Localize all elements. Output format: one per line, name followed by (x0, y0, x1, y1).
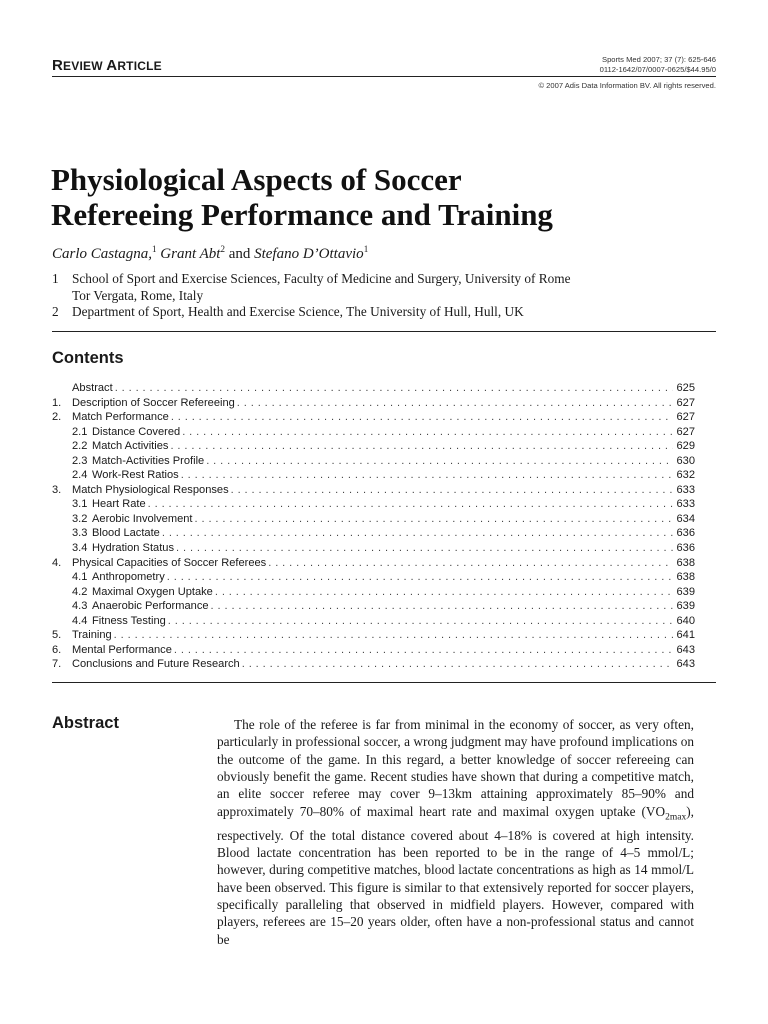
toc-entry[interactable] (52, 454, 695, 469)
affiliation-number: 2 (52, 304, 59, 319)
toc-entry[interactable] (52, 585, 695, 600)
toc-leader (193, 512, 674, 527)
toc-label: Description of Soccer Refereeing (72, 396, 235, 409)
toc-page: 639 (676, 600, 695, 613)
journal-citation-line1: Sports Med 2007; 37 (7): 625-646 (602, 55, 716, 64)
vo2max-symbol (645, 803, 687, 823)
abstract-heading: Abstract (52, 714, 119, 732)
table-of-contents (52, 381, 695, 672)
journal-citation-line2: 0112-1642/07/0007-0625/$44.95/0 (599, 65, 716, 74)
toc-entry[interactable] (52, 425, 695, 440)
toc-leader (180, 425, 673, 440)
toc-entry[interactable] (52, 410, 695, 425)
toc-leader (229, 483, 674, 498)
toc-entry[interactable] (52, 657, 695, 672)
toc-page: 633 (676, 483, 695, 496)
toc-number: 1. (52, 396, 62, 409)
vo2-text: VO (645, 803, 666, 819)
toc-label: Heart Rate (92, 498, 146, 511)
toc-label: Aerobic Involvement (92, 512, 193, 525)
section-label (52, 57, 162, 74)
toc-label: Mental Performance (72, 643, 172, 656)
toc-number: 3.4 (72, 542, 88, 555)
toc-leader (165, 570, 674, 585)
abstract-text (217, 716, 694, 948)
affiliation-number: 1 (52, 271, 59, 286)
toc-label: Conclusions and Future Research (72, 658, 240, 671)
toc-page: 627 (676, 396, 695, 409)
toc-leader (235, 396, 674, 411)
toc-entry[interactable] (52, 468, 695, 483)
author-name: Stefano D’Ottavio (254, 246, 364, 262)
toc-label: Fitness Testing (92, 614, 166, 627)
section-label-rticle: RTICLE (117, 59, 162, 73)
toc-leader (146, 497, 674, 512)
toc-entry[interactable] (52, 643, 695, 658)
article-title-line1: Physiological Aspects of Soccer (51, 162, 462, 197)
toc-page: 632 (676, 469, 695, 482)
toc-leader (160, 526, 674, 541)
toc-page: 640 (676, 614, 695, 627)
toc-entry-abstract[interactable] (52, 381, 695, 396)
affiliation-item (52, 304, 732, 321)
toc-leader (166, 614, 674, 629)
toc-number (52, 381, 72, 396)
toc-number: 2.2 (72, 440, 88, 453)
affiliation-text: School of Sport and Exercise Sciences, Faculty of Medicine and Surgery, University of Rome (72, 271, 571, 286)
affiliation-marker: 2 (220, 244, 225, 254)
toc-number: 2.4 (72, 469, 88, 482)
toc-entry[interactable] (52, 526, 695, 541)
vo2-subscript: 2max (665, 812, 687, 823)
toc-entry[interactable] (52, 614, 695, 629)
toc-label: Anthropometry (92, 571, 165, 584)
toc-number: 3.1 (72, 498, 88, 511)
toc-number: 3.2 (72, 512, 88, 525)
toc-number: 2. (52, 411, 62, 424)
toc-leader (179, 468, 674, 483)
toc-page: 629 (676, 440, 695, 453)
toc-number: 6. (52, 643, 62, 656)
toc-label: Distance Covered (92, 425, 181, 438)
affiliation-item (52, 271, 732, 304)
toc-leader (204, 454, 673, 469)
article-title-line2: Refereeing Performance and Training (51, 197, 553, 232)
toc-label: Abstract (72, 382, 113, 394)
toc-page: 636 (676, 542, 695, 555)
toc-entry[interactable] (52, 396, 695, 411)
toc-leader (169, 410, 674, 425)
affiliation-marker: 1 (152, 244, 157, 254)
toc-page: 627 (676, 425, 695, 438)
toc-label: Match Performance (72, 411, 169, 424)
toc-number: 2.3 (72, 454, 88, 467)
affiliation-text-continued: Tor Vergata, Rome, Italy (72, 287, 204, 303)
toc-number: 3. (52, 483, 62, 496)
copyright-notice: © 2007 Adis Data Information BV. All rights reserved. (538, 81, 716, 90)
toc-page: 636 (676, 527, 695, 540)
author-list (52, 244, 368, 263)
toc-label: Blood Lactate (92, 527, 160, 540)
toc-label: Anaerobic Performance (92, 600, 209, 613)
toc-leader (213, 585, 674, 600)
toc-label: Match-Activities Profile (92, 454, 205, 467)
toc-entry[interactable] (52, 628, 695, 643)
contents-heading: Contents (52, 349, 124, 367)
toc-label: Match Activities (92, 440, 169, 453)
toc-entry[interactable] (52, 599, 695, 614)
toc-page: 634 (676, 512, 695, 525)
toc-entry[interactable] (52, 483, 695, 498)
toc-number: 4.4 (72, 614, 88, 627)
toc-number: 4. (52, 556, 62, 569)
toc-page: 643 (676, 643, 695, 656)
toc-page: 639 (676, 585, 695, 598)
toc-number: 7. (52, 658, 62, 671)
abstract-text-part1: The role of the referee is far from minimal in the economy of soccer, as very often, particularly in professional soccer, a wrong judgment may have profound implications on the outcome of the game. In this regard, a better knowledge of soccer refereeing can obviously benefit the game. Recent studies have shown that during a competitive match, an elite soccer referee may cover 9–13km attaining approximately 85–90% and approximately 70–80% of maximal heart rate and maximal oxygen uptake ( (217, 717, 694, 819)
toc-page: 625 (676, 382, 695, 394)
toc-entry[interactable] (52, 556, 695, 571)
toc-page: 633 (676, 498, 695, 511)
toc-number: 2.1 (72, 425, 88, 438)
toc-page: 638 (676, 571, 695, 584)
toc-page: 641 (676, 629, 695, 642)
journal-citation (600, 55, 716, 75)
section-label-initial-a: A (106, 57, 118, 74)
toc-page: 638 (676, 556, 695, 569)
toc-label: Match Physiological Responses (72, 483, 229, 496)
section-label-initial-r: R (52, 57, 64, 74)
toc-entry[interactable] (52, 439, 695, 454)
abstract-text-part2: ), respectively. Of the total distance covered about 4–18% is covered at high intensity. Blood lactate concentration has been reported to be in the range of 4–5 mmol/L; however, during competitive matches, blood lactate concentrations as high as 14 mmol/L have been observed. This figure is similar to that extensively reported for soccer players, specifically paralleling that observed in midfield players. However, compared with players, referees are 15–20 years older, often have a non-professional status and cannot be (217, 803, 694, 947)
toc-number: 5. (52, 629, 62, 642)
toc-label: Training (72, 629, 112, 642)
toc-label: Work-Rest Ratios (92, 469, 179, 482)
toc-number: 4.2 (72, 585, 88, 598)
author-conjunction: and (228, 246, 251, 262)
section-rule (52, 682, 716, 683)
toc-leader (209, 599, 674, 614)
toc-label: Physical Capacities of Soccer Referees (72, 556, 267, 569)
toc-entry[interactable] (52, 570, 695, 585)
toc-leader (168, 439, 673, 454)
toc-number: 3.3 (72, 527, 88, 540)
article-title (51, 162, 731, 232)
toc-leader (174, 541, 673, 556)
affiliation-list (52, 271, 732, 321)
section-label-eview: EVIEW (63, 59, 107, 73)
toc-label: Maximal Oxygen Uptake (92, 585, 213, 598)
toc-page: 643 (676, 658, 695, 671)
toc-label: Hydration Status (92, 542, 175, 555)
toc-number: 4.3 (72, 600, 88, 613)
toc-entry[interactable] (52, 497, 695, 512)
section-rule (52, 331, 716, 332)
toc-entry[interactable] (52, 541, 695, 556)
toc-page: 627 (676, 411, 695, 424)
toc-leader (113, 381, 674, 396)
toc-entry[interactable] (52, 512, 695, 527)
toc-leader (112, 628, 674, 643)
author-name: Grant Abt (160, 246, 221, 262)
header-rule (52, 76, 716, 77)
toc-leader (266, 556, 673, 571)
toc-page: 630 (676, 454, 695, 467)
toc-number: 4.1 (72, 571, 88, 584)
affiliation-text: Department of Sport, Health and Exercise Science, The University of Hull, Hull, UK (72, 304, 524, 319)
toc-leader (240, 657, 674, 672)
toc-leader (172, 643, 674, 658)
affiliation-marker: 1 (363, 244, 369, 254)
author-name: Carlo Castagna, (52, 246, 153, 262)
